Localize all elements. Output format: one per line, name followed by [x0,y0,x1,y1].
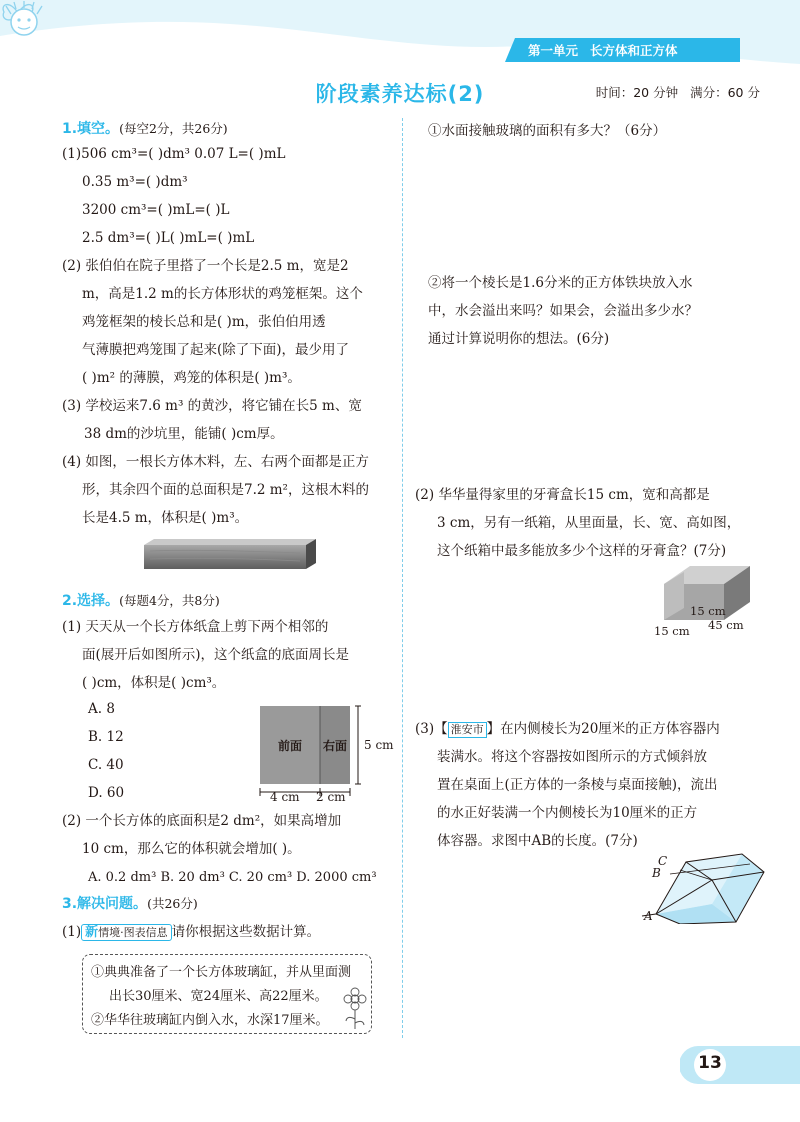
new-context-tag: 新情境·图表信息 [81,924,172,941]
q1-2-line1: (2) 张伯伯在院子里搭了一个长是2.5 m，宽是2 [62,258,349,274]
q3-1-text: 请你根据这些数据计算。 [171,924,321,940]
unit-label [528,41,678,59]
box-height-label: 15 cm [690,604,726,618]
q3-2-line3: 这个纸箱中最多能放多少个这样的牙膏盒？(7分) [437,543,727,559]
q1-3-line2: 38 dm的沙坑里，能铺( )cm厚。 [84,426,284,442]
point-c-label: C [658,854,668,868]
q2-1-option-b: B. 12 [88,729,124,745]
front-face-label: 前面 [277,739,303,753]
point-b-label: B [652,866,661,880]
q3-3-prefix: (3)【 [415,721,448,737]
figure-height-label: 5 cm [364,738,394,752]
unit-title: 长方体和正方体 [590,43,678,58]
q1-1-line1: (1)506 cm³=( )dm³ 0.07 L=( )mL [62,146,286,162]
q3-3-line3: 置在桌面上(正方体的一条棱与桌面接触)，流出 [437,777,718,793]
q2-1-line2: 面(展开后如图所示)，这个纸盒的底面周长是 [82,647,350,663]
q3-1-prefix: (1) [62,924,82,940]
q3-1-line [62,919,320,946]
q2-2-line2: 10 cm，那么它的体积就会增加( )。 [82,841,301,857]
q1-2-line4: 气薄膜把鸡笼围了起来(除了下面)，最少用了 [82,342,350,358]
q3-3-line2: 装满水。将这个容器按如图所示的方式倾斜放 [437,749,707,765]
r2-line3: 通过计算说明你的想法。(6分) [428,331,610,347]
q1-3-line1: (3) 学校运来7.6 m³ 的黄沙，将它铺在长5 m、宽 [62,398,362,414]
wood-beam-figure [140,537,318,571]
right-face-label: 右面 [322,739,348,753]
section3-head: 3.解决问题。(共26分) [62,896,198,912]
section2-head: 2.选择。(每题4分，共8分) [62,593,220,609]
place-tag: 淮安市 [448,722,487,738]
r2-line1: ②将一个棱长是1.6分米的正方体铁块放入水 [428,275,693,291]
section1-head: 1.填空。(每空2分，共26分) [62,121,228,137]
full-score: 满分：60 分 [690,85,760,100]
section2-head-wrap [62,590,220,612]
left-column [62,118,392,532]
header-band [0,0,800,72]
flower-icon [342,987,368,1031]
q1-2-line5: ( )m² 的薄膜，鸡笼的体积是( )m³。 [82,370,301,386]
r2-line2: 中，水会溢出来吗？如果会，会溢出多少水？ [428,303,698,319]
q1-2-line3: 鸡笼框架的棱长总和是( )m，张伯伯用透 [82,314,326,330]
info-line3: ②华华往玻璃缸内倒入水，水深17厘米。 [91,1013,329,1028]
info-line2: 出长30厘米、宽24厘米、高22厘米。 [109,989,328,1004]
q2-1-option-d: D. 60 [88,785,125,801]
q3-3-line4: 的水正好装满一个内侧棱长为10厘米的正方 [437,805,698,821]
page-number: 13 [698,1053,722,1073]
header-wave-bg [0,0,800,72]
info-line1: ①典典准备了一个长方体玻璃缸，并从里面测 [91,965,352,980]
unit-number: 第一单元 [528,43,579,58]
point-a-label: A [644,909,653,923]
q1-1-line4: 2.5 dm³=( )L( )mL=( )mL [82,230,255,246]
q1-4-line3: 长是4.5 m，体积是( )m³。 [82,510,249,526]
q2-1-line1: (1) 天天从一个长方体纸盒上剪下两个相邻的 [62,619,329,635]
q1-4-line2: 形，其余四个面的总面积是7.2 m²，这根木料的 [82,482,369,498]
kid-mascot-icon [0,0,48,48]
time-limit: 时间：20 分钟 [595,85,679,100]
q2-2-line1: (2) 一个长方体的底面积是2 dm²，如果高增加 [62,813,342,829]
q1-1-line2: 0.35 m³=( )dm³ [82,174,188,190]
q2-1-option-c: C. 40 [88,757,124,773]
column-divider [402,118,403,1038]
q2-1-option-a: A. 8 [88,701,115,717]
box-length-label: 45 cm [708,618,744,632]
q3-2-line1: (2) 华华量得家里的牙膏盒长15 cm，宽和高都是 [415,487,710,503]
section3-head-wrap [62,893,198,915]
time-score-info [584,83,760,101]
figure-width1-label: 4 cm [270,790,300,804]
q3-3-line5: 体容器。求图中AB的长度。(7分) [437,833,638,849]
q2-2-options: A. 0.2 dm³ B. 20 dm³ C. 20 cm³ D. 2000 cm³ [88,870,377,885]
page-title: 阶段素养达标(2) [315,82,485,106]
box-width-label: 15 cm [654,624,690,638]
q3-3-text1: 】在内侧棱长为20厘米的正方体容器内 [486,721,720,737]
page-number-tab [680,1046,800,1084]
q1-2-line2: m，高是1.2 m的长方体形状的鸡笼框架。这个 [82,286,363,302]
r1-question: ①水面接触玻璃的面积有多大？（6分） [428,123,667,139]
figure-width2-label: 2 cm [316,790,346,804]
q1-4-line1: (4) 如图，一根长方体木料，左、右两个面都是正方 [62,454,369,470]
q2-1-line3: ( )cm，体积是( )cm³。 [82,675,226,691]
q1-1-line3: 3200 cm³=( )mL=( )L [82,202,230,218]
info-box [82,954,372,1034]
q3-3-line1 [415,716,720,743]
q3-2-line2: 3 cm，另有一纸箱，从里面量，长、宽、高如图， [437,515,741,531]
